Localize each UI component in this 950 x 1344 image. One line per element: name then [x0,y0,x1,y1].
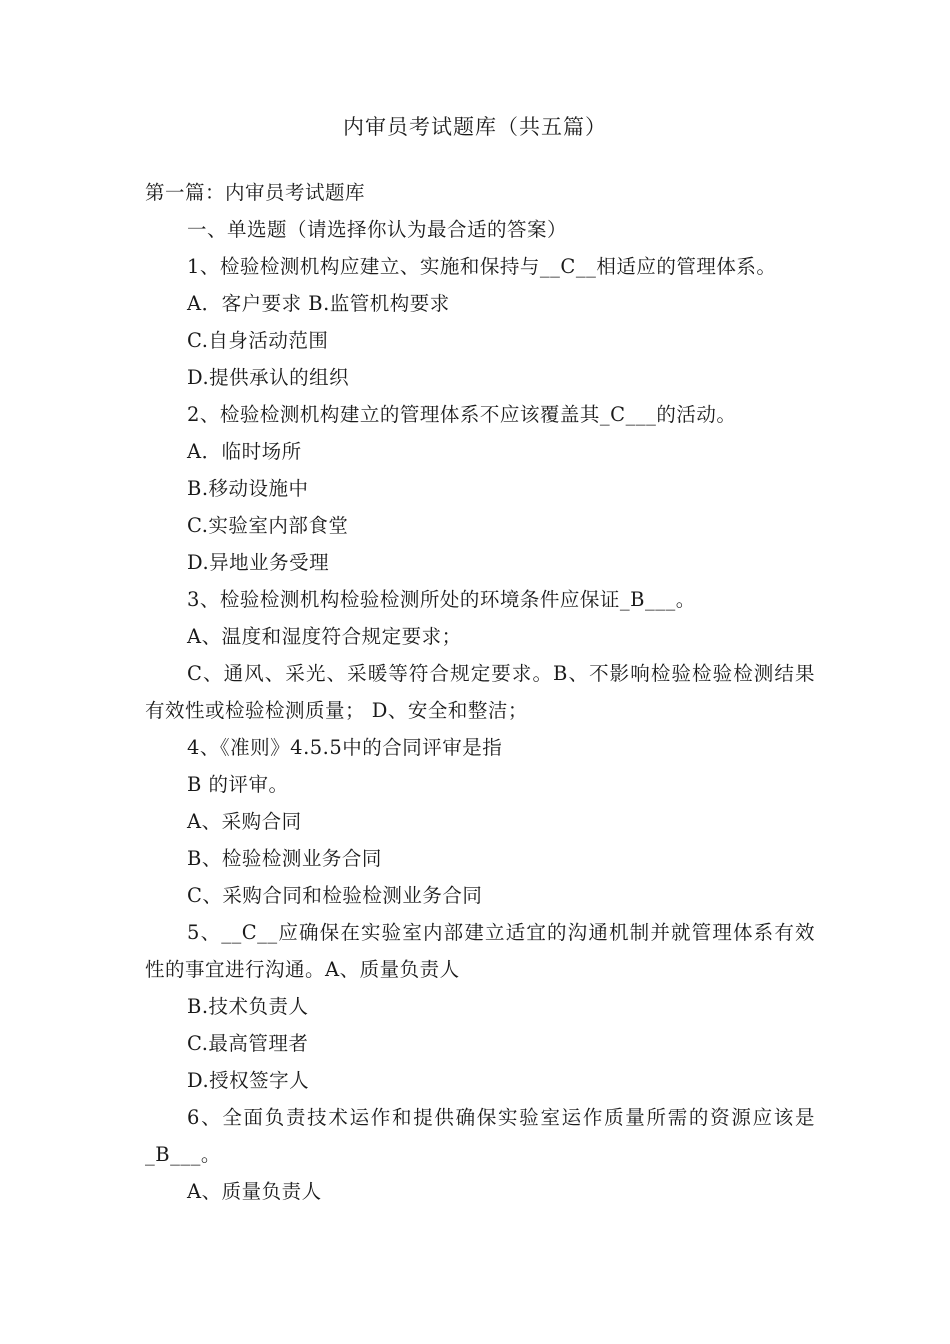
paragraph-line: A．临时场所 [187,440,302,463]
paragraph-line: A．客户要求 B.监管机构要求 [187,292,450,315]
paragraph-line: 3、检验检测机构检验检测所处的环境条件应保证_B___。 [187,588,696,611]
paragraph-line: D.提供承认的组织 [187,366,350,389]
paragraph-line: 2、检验检测机构建立的管理体系不应该覆盖其_C___的活动。 [187,403,737,426]
paragraph-line: 4、《准则》4.5.5中的合同评审是指 [187,736,503,759]
paragraph-line: A、温度和湿度符合规定要求； [187,625,462,648]
section-heading: 第一篇：内审员考试题库 [145,181,366,204]
paragraph-line: C、采购合同和检验检测业务合同 [187,884,483,907]
paragraph-line: 1、检验检测机构应建立、实施和保持与__C__相适应的管理体系。 [187,255,777,278]
paragraph-line: C.自身活动范围 [187,329,329,352]
paragraph-line: D.异地业务受理 [187,551,330,574]
paragraph-line: C、通风、采光、采暖等符合规定要求。B、不影响检验检验检测结果有效性或检验检测质量； D、安全和整洁； [145,662,815,722]
paragraph-line: 一、单选题（请选择你认为最合适的答案） [187,218,568,241]
paragraph-line: B 的评审。 [187,773,289,796]
document-body [145,174,815,1210]
paragraph-line: B.移动设施中 [187,477,309,500]
paragraph-line: 6、全面负责技术运作和提供确保实验室运作质量所需的资源应该是_B___。 [145,1106,815,1166]
paragraph-line: D.授权签字人 [187,1069,310,1092]
paragraph-line: B、检验检测业务合同 [187,847,382,870]
document-title: 内审员考试题库（共五篇） [343,115,607,139]
paragraph-line: A、质量负责人 [187,1180,322,1203]
paragraph-line: C.实验室内部食堂 [187,514,349,537]
paragraph-line: A、采购合同 [187,810,302,833]
paragraph-line: C.最高管理者 [187,1032,309,1055]
paragraph-line: 5、__C__应确保在实验室内部建立适宜的沟通机制并就管理体系有效性的事宜进行沟通。A、质量负责人 [145,921,815,981]
paragraph-line: B.技术负责人 [187,995,309,1018]
